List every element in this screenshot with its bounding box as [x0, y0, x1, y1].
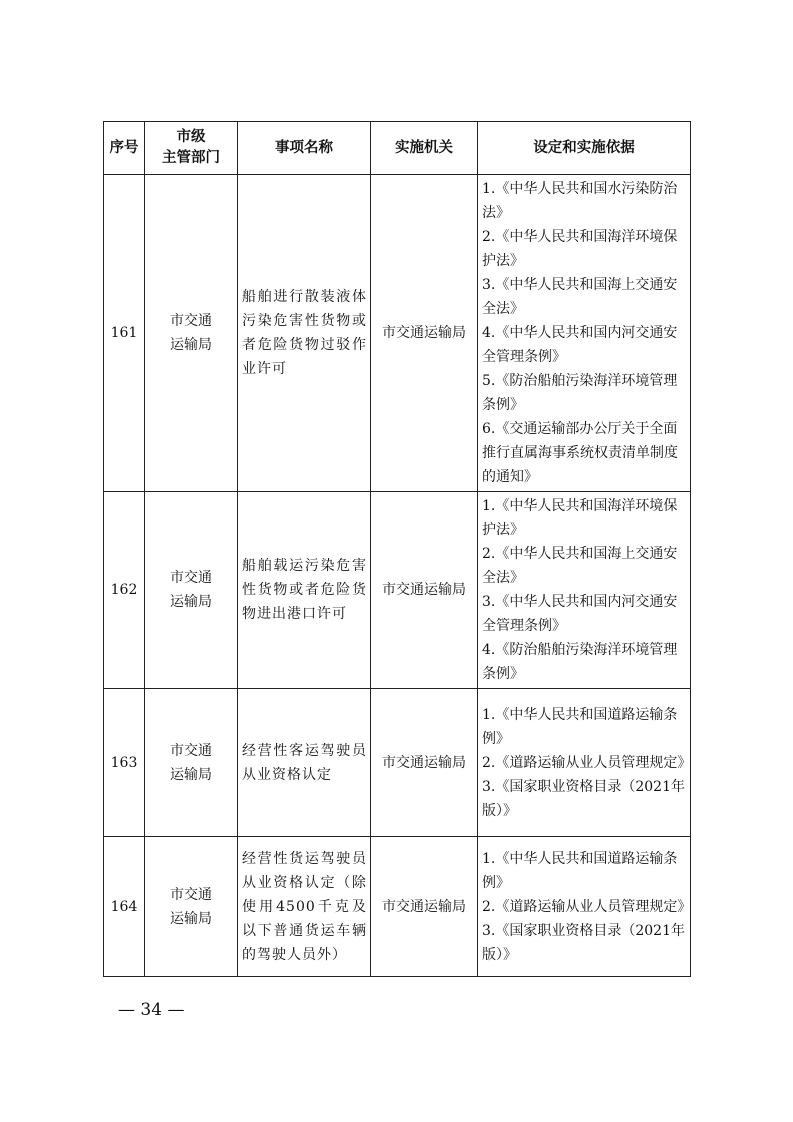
basis-item: 3.《中华人民共和国内河交通安全管理条例》 [482, 594, 678, 634]
basis-item: 3.《国家职业资格目录（2021年版）》 [482, 922, 685, 963]
dept-line: 市交通 [170, 570, 212, 586]
cell-basis [478, 689, 691, 837]
header-basis: 设定和实施依据 [478, 122, 691, 175]
cell-item-name: 船舶进行散装液体污染危害性货物或者危险货物过驳作业许可 [238, 175, 371, 492]
basis-item: 2.《道路运输从业人员管理规定》 [482, 898, 692, 915]
table-row [104, 837, 691, 977]
basis-item: 4.《中华人民共和国内河交通安全管理条例》 [482, 325, 678, 365]
basis-item: 6.《交通运输部办公厅关于全面推行直属海事系统权责清单制度的通知》 [482, 421, 678, 485]
cell-dept [145, 689, 238, 837]
dept-line: 运输局 [170, 594, 212, 610]
cell-item-name: 船舶载运污染危害性货物或者危险货物进出港口许可 [238, 492, 371, 689]
cell-dept [145, 175, 238, 492]
dept-line: 市交通 [170, 742, 212, 759]
basis-item: 5.《防治船舶污染海洋环境管理条例》 [482, 373, 678, 413]
table-row [104, 175, 691, 492]
header-dept-line2: 主管部门 [162, 150, 220, 166]
basis-item: 2.《中华人民共和国海上交通安全法》 [482, 546, 678, 586]
cell-no: 164 [104, 837, 145, 977]
page-number: — 34 — [118, 1000, 185, 1020]
dept-line: 运输局 [170, 910, 212, 927]
basis-item: 3.《国家职业资格目录（2021年版）》 [482, 778, 685, 819]
header-no: 序号 [104, 122, 145, 175]
cell-org: 市交通运输局 [371, 175, 478, 492]
cell-no: 162 [104, 492, 145, 689]
header-dept-line1: 市级 [176, 129, 206, 145]
cell-org: 市交通运输局 [371, 492, 478, 689]
cell-basis [478, 492, 691, 689]
table-header-row [104, 122, 691, 175]
cell-dept [145, 492, 238, 689]
cell-no: 161 [104, 175, 145, 492]
basis-item: 3.《中华人民共和国海上交通安全法》 [482, 277, 678, 317]
dept-line: 运输局 [170, 766, 212, 783]
cell-org: 市交通运输局 [371, 689, 478, 837]
basis-item: 1.《中华人民共和国道路运输条例》 [482, 706, 678, 747]
dept-line: 市交通 [170, 886, 212, 903]
header-org: 实施机关 [371, 122, 478, 175]
permit-table [103, 121, 691, 977]
cell-item-name: 经营性货运驾驶员从业资格认定（除使用4500千克及以下普通货运车辆的驾驶人员外） [238, 837, 371, 977]
table-row [104, 492, 691, 689]
dept-line: 市交通 [170, 313, 212, 329]
cell-basis [478, 175, 691, 492]
cell-no: 163 [104, 689, 145, 837]
cell-item-name: 经营性客运驾驶员从业资格认定 [238, 689, 371, 837]
basis-item: 2.《中华人民共和国海洋环境保护法》 [482, 229, 678, 269]
cell-basis [478, 837, 691, 977]
cell-org: 市交通运输局 [371, 837, 478, 977]
basis-item: 1.《中华人民共和国海洋环境保护法》 [482, 498, 678, 538]
basis-item: 4.《防治船舶污染海洋环境管理条例》 [482, 642, 678, 682]
basis-item: 1.《中华人民共和国水污染防治法》 [482, 181, 678, 221]
basis-item: 2.《道路运输从业人员管理规定》 [482, 754, 692, 771]
table-row [104, 689, 691, 837]
cell-dept [145, 837, 238, 977]
basis-item: 1.《中华人民共和国道路运输条例》 [482, 850, 678, 891]
header-name: 事项名称 [238, 122, 371, 175]
dept-line: 运输局 [170, 337, 212, 353]
header-dept [145, 122, 238, 175]
